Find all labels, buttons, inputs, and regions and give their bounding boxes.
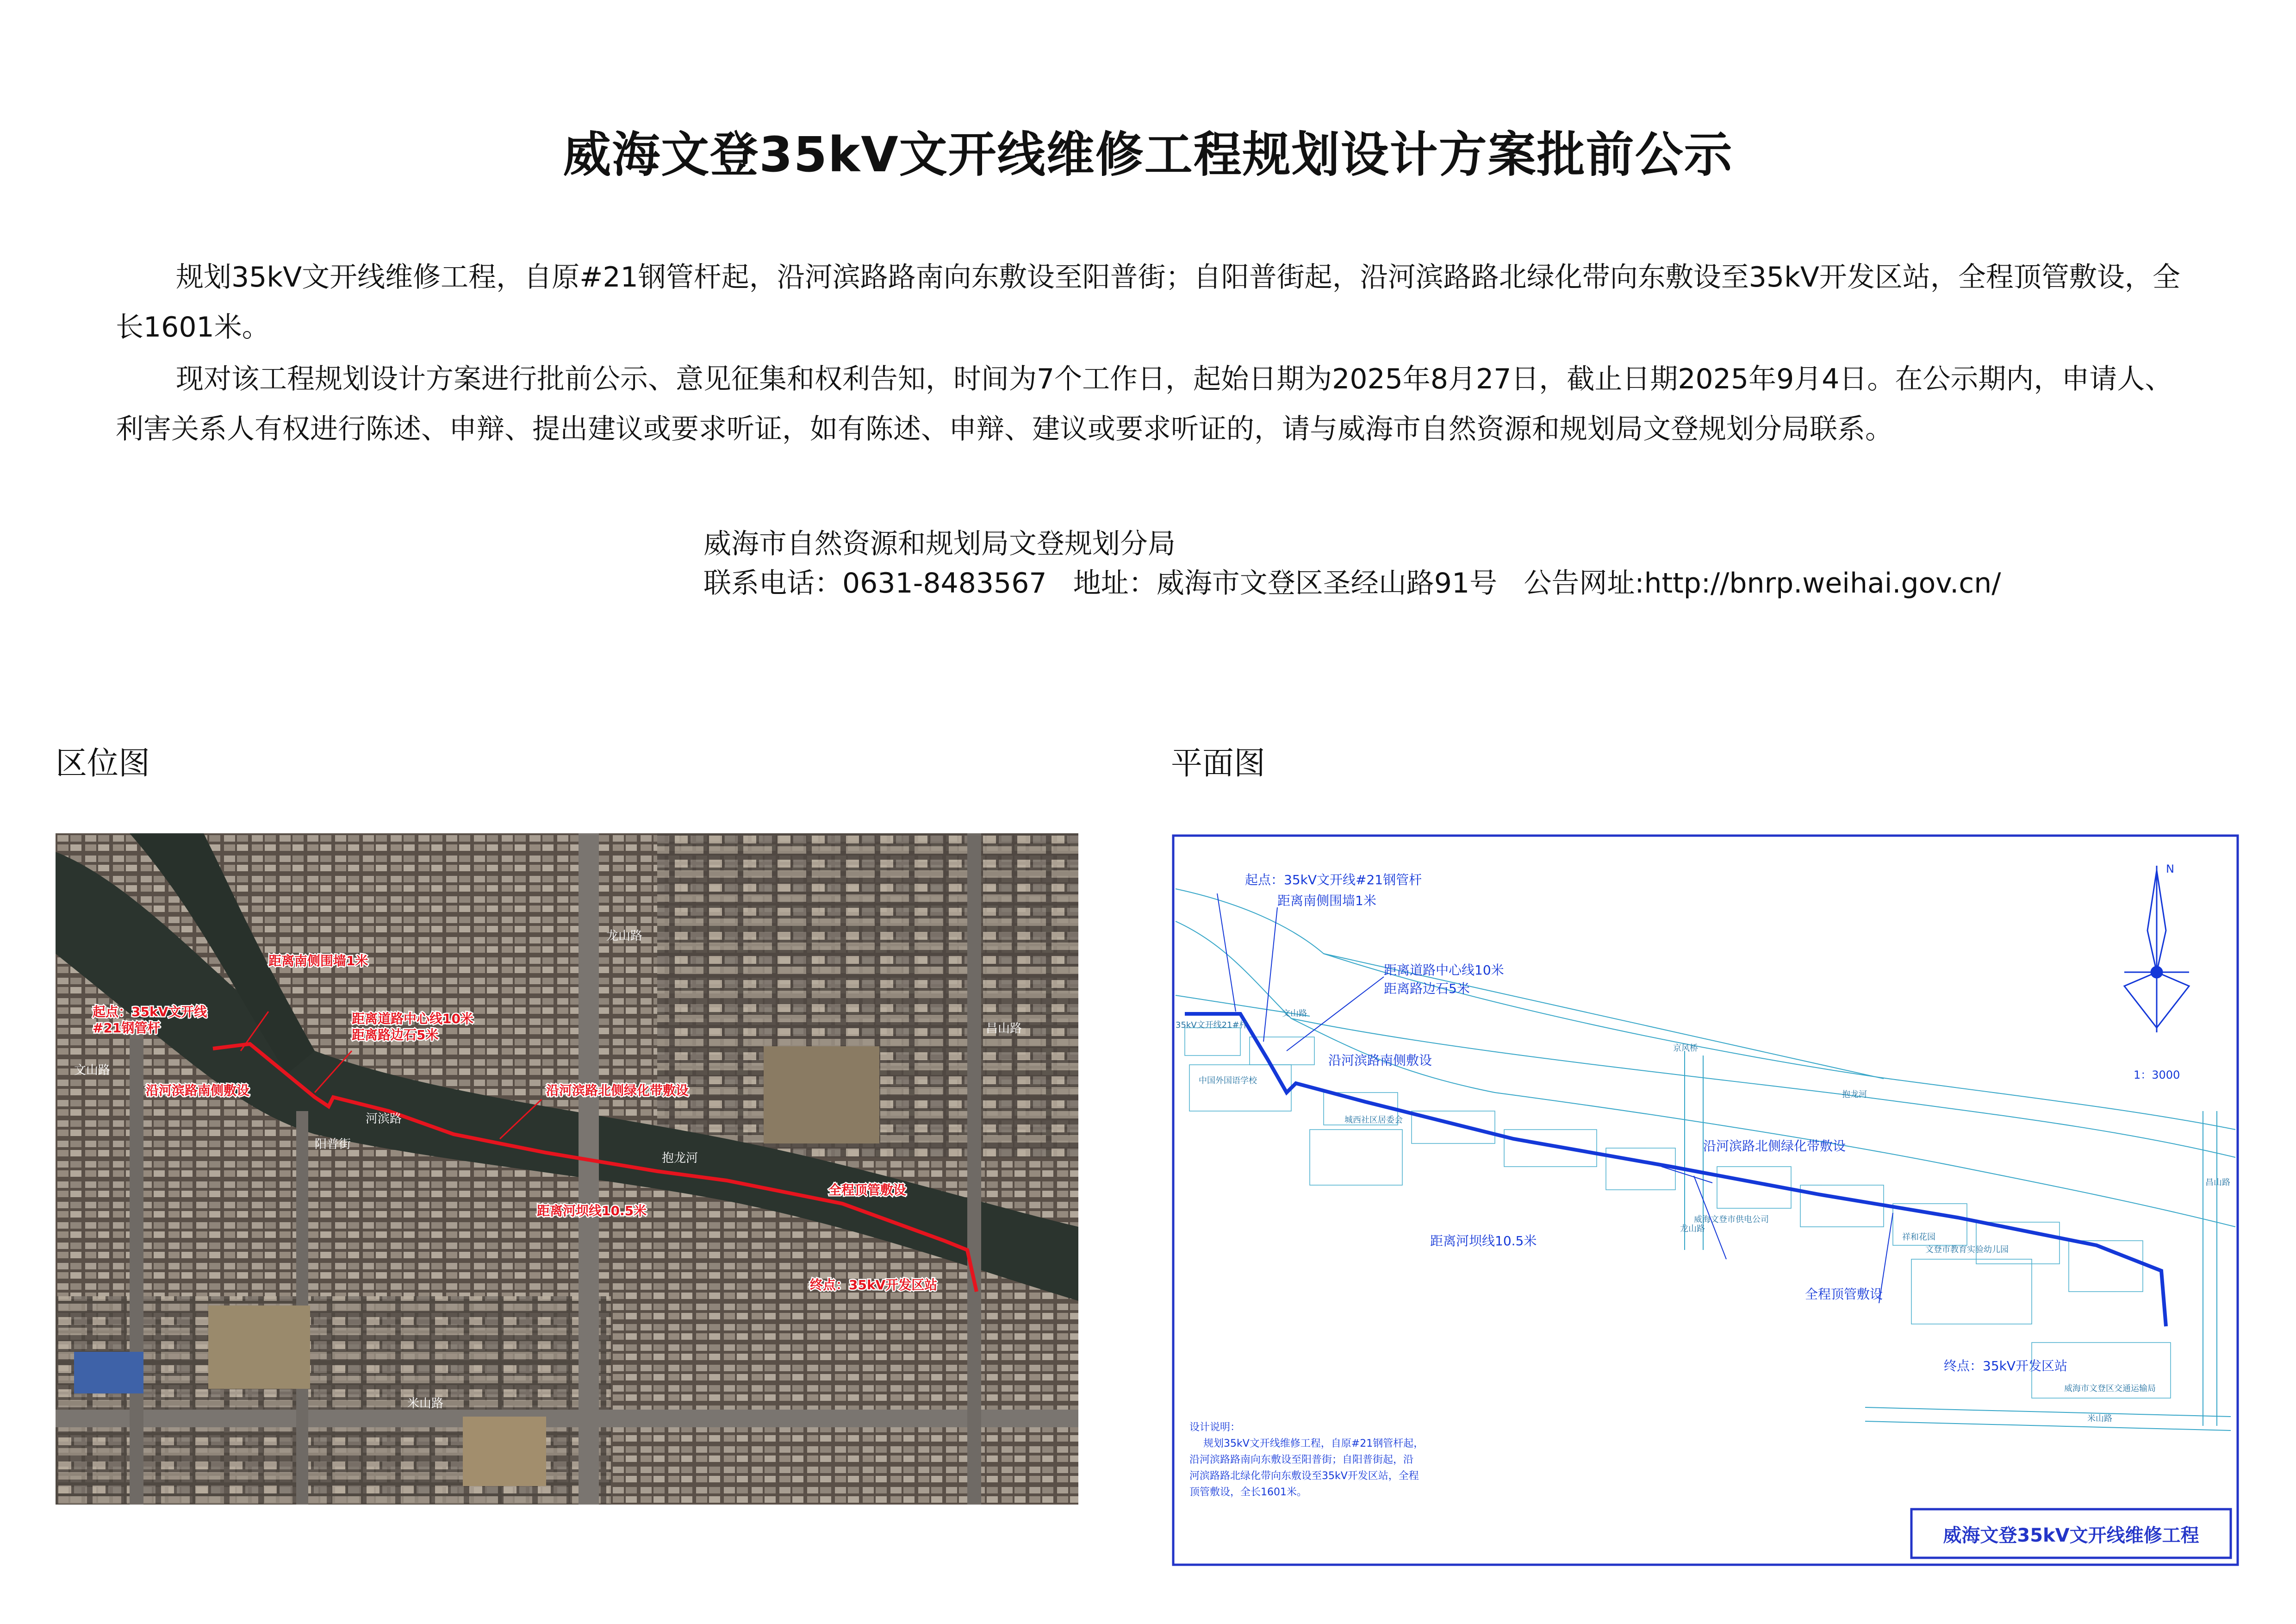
design-notes-title: 设计说明： <box>1189 1422 1241 1433</box>
plan-power-company: 威海文登市供电公司 <box>1694 1215 1769 1224</box>
plan-label-north-green: 沿河滨路北侧绿化带敷设 <box>1703 1138 1846 1154</box>
plan-traffic-bureau: 威海市文登区交通运输局 <box>2064 1384 2156 1393</box>
plan-street-longshan: 龙山路 <box>1680 1224 1705 1234</box>
plan-small-start: 35kV文开线21#杆 <box>1176 1020 1248 1030</box>
label-road-center: 距离道路中心线10米 <box>352 1011 473 1026</box>
plan-kindergarten: 文登市教育实验幼儿园 <box>1925 1245 2009 1255</box>
plan-school: 中国外国语学校 <box>1199 1076 1257 1086</box>
plan-jingfeng-bridge: 京风桥 <box>1673 1043 1698 1053</box>
scale-label: 1：3000 <box>2134 1068 2180 1081</box>
plan-label-pipe-jacking: 全程顶管敷设 <box>1805 1287 1883 1302</box>
design-note-line: 顶管敷设，全长1601米。 <box>1189 1487 1307 1498</box>
label-wall-distance: 距离南侧围墙1米 <box>268 953 368 968</box>
page-title: 威海文登35kV文开线维修工程规划设计方案批前公示 <box>563 126 1733 183</box>
street-changshan: 昌山路 <box>986 1022 1022 1036</box>
label-curb: 距离路边石5米 <box>352 1027 439 1043</box>
street-mishan: 米山路 <box>407 1397 444 1411</box>
north-label: N <box>2166 862 2174 875</box>
street-yangpu: 阳普街 <box>315 1137 351 1151</box>
plan-label-wall: 距离南侧围墙1米 <box>1277 893 1376 908</box>
location-map <box>56 833 1078 1505</box>
plan-map-heading: 平面图 <box>1171 745 1266 782</box>
description-paragraph: 规划35kV文开线维修工程，自原#21钢管杆起，沿河滨路路南向东敷设至阳普街；自阳普街起，沿河滨路路北绿化带向东敷设至35kV开发区站，全程顶管敷设，全长1601米。 <box>116 261 2180 344</box>
plan-street-wenshan: 文山路 <box>1282 1009 1307 1018</box>
label-start: 起点：35kV文开线 <box>93 1004 207 1019</box>
plan-map <box>1171 833 2240 1567</box>
design-note-line: 河滨路路北绿化带向东敷设至35kV开发区站，全程 <box>1189 1470 1419 1482</box>
label-start-pole: #21钢管杆 <box>93 1020 161 1036</box>
street-wenshan: 文山路 <box>74 1063 111 1077</box>
label-end: 终点：35kV开发区站 <box>810 1277 938 1293</box>
plan-label-road-center: 距离道路中心线10米 <box>1384 962 1504 978</box>
notice-paragraph: 现对该工程规划设计方案进行批前公示、意见征集和权利告知，时间为7个工作日，起始日期为2025年8月27日，截止日期2025年9月4日。在公示期内，申请人、利害关系人有权进行陈述、申辩、提出建议或要求听证，如有陈述、申辩、建议或要求听证的，请与威海市自然资源和规划局文登规划分局联系。 <box>116 363 2173 445</box>
plan-community: 城西社区居委会 <box>1344 1115 1403 1125</box>
plan-street-mishan: 米山路 <box>2087 1414 2112 1424</box>
plan-label-start: 起点：35kV文开线#21钢管杆 <box>1245 872 1422 887</box>
plan-label-curb: 距离路边石5米 <box>1384 981 1470 996</box>
plan-street-changshan: 昌山路 <box>2205 1178 2230 1187</box>
river-baolong: 抱龙河 <box>662 1151 698 1165</box>
plan-label-dam-line: 距离河坝线10.5米 <box>1430 1233 1537 1249</box>
label-south-side: 沿河滨路南侧敷设 <box>146 1083 250 1098</box>
plan-garden: 祥和花园 <box>1902 1232 1935 1242</box>
label-dam-line: 距离河坝线10.5米 <box>537 1203 647 1218</box>
label-north-green: 沿河滨路北侧绿化带敷设 <box>546 1083 689 1098</box>
organization-name: 威海市自然资源和规划局文登规划分局 <box>703 528 1176 560</box>
label-pipe-jacking: 全程顶管敷设 <box>828 1182 907 1198</box>
plan-title-block: 威海文登35kV文开线维修工程 <box>1943 1525 2199 1546</box>
street-binhe: 河滨路 <box>366 1112 402 1126</box>
plan-label-south-side: 沿河滨路南侧敷设 <box>1328 1053 1432 1068</box>
street-longshan: 龙山路 <box>606 929 643 943</box>
plan-label-end: 终点：35kV开发区站 <box>1944 1358 2067 1374</box>
design-note-line: 沿河滨路路南向东敷设至阳普街；自阳普街起，沿 <box>1189 1454 1414 1466</box>
design-note-line: 规划35kV文开线维修工程，自原#21钢管杆起， <box>1203 1438 1424 1449</box>
plan-river-baolong: 抱龙河 <box>1842 1090 1867 1099</box>
location-map-heading: 区位图 <box>56 745 150 782</box>
contact-line: 联系电话：0631-8483567 地址：威海市文登区圣经山路91号 公告网址:http://bnrp.weihai.gov.cn/ <box>703 567 2001 600</box>
